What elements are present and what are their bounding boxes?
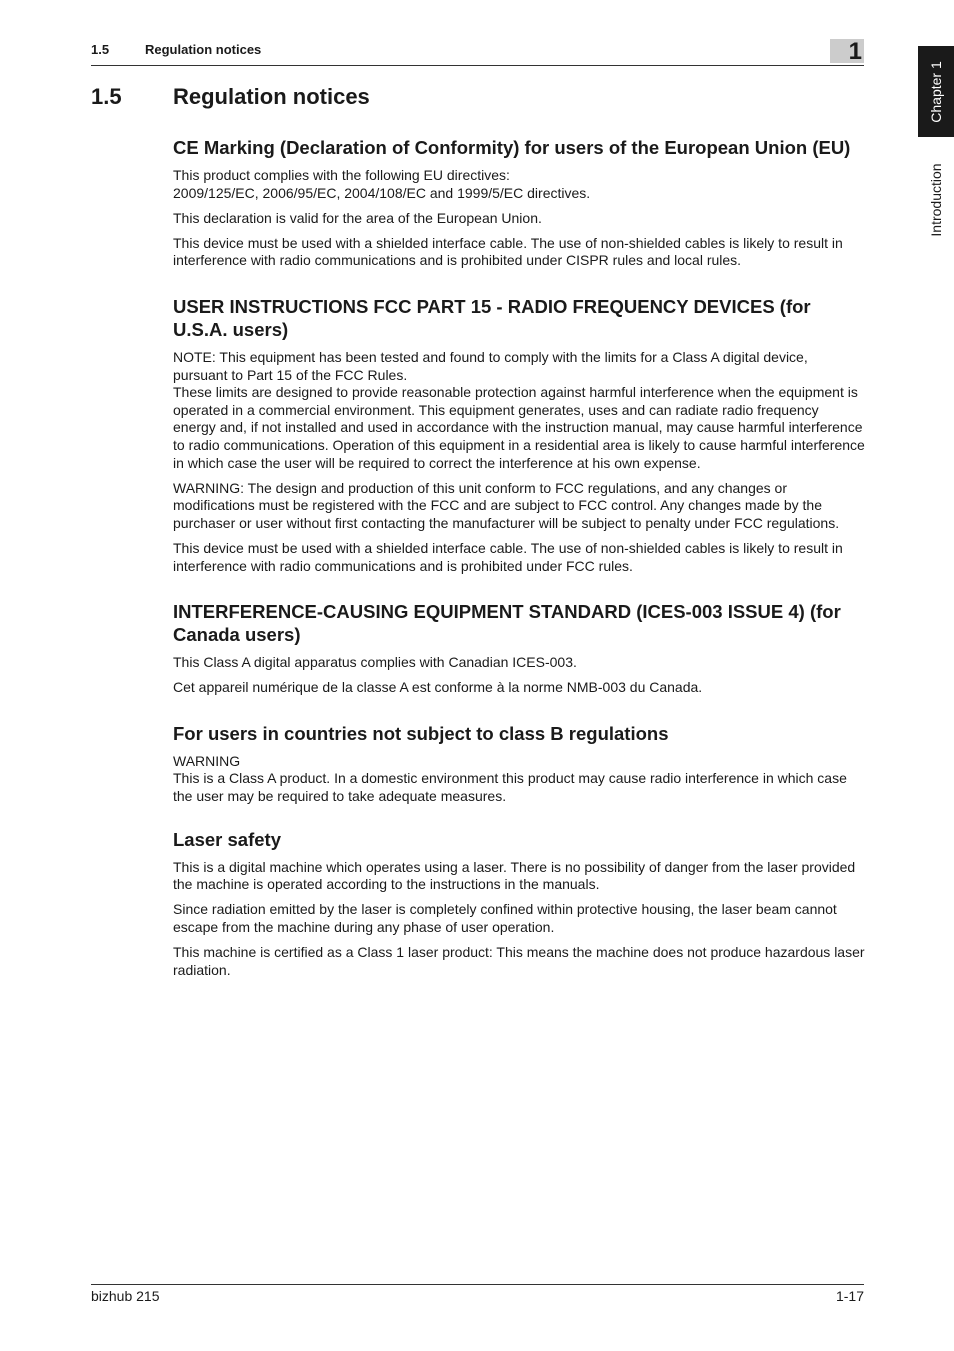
section-side-label-text: Introduction: [928, 163, 944, 237]
paragraph: This machine is certified as a Class 1 laser product: This means the machine does not produce hazardous laser radiation.: [173, 943, 865, 978]
paragraph: This device must be used with a shielded interface cable. The use of non-shielded cables is likely to result in interference with radio communications and is prohibited under CISPR rules and local rules.: [173, 234, 843, 269]
paragraph: WARNING: [173, 752, 241, 769]
section-title: For users in countries not subject to class B regulations: [173, 722, 669, 744]
section-title: Laser safety: [173, 828, 281, 850]
section-class-b: [173, 722, 865, 806]
paragraph: 2009/125/EC, 2006/95/EC, 2004/108/EC and 1999/5/EC directives.: [173, 184, 591, 201]
footer-page-number: 1-17: [835, 1288, 864, 1304]
section-title: CE Marking (Declaration of Conformity) for users of the European Union (EU): [173, 137, 851, 158]
footer-product: bizhub 215: [91, 1288, 160, 1304]
running-header: [91, 38, 864, 66]
paragraph: This is a Class A product. In a domestic environment this product may cause radio interference in which case the user may be required to take adequate measures.: [173, 770, 847, 804]
paragraph: This is a digital machine which operates using a laser. There is no possibility of danger from the laser provided the machine is operated according to the instructions in the manuals.: [173, 858, 856, 893]
content: [173, 136, 865, 1004]
page-heading-title: Regulation notices: [173, 84, 370, 109]
page-heading-number: 1.5: [91, 84, 122, 109]
section-ices: [173, 600, 865, 697]
chapter-side-tab-label: Chapter 1: [928, 60, 944, 123]
paragraph: This product complies with the following EU directives:: [173, 167, 510, 183]
page-heading: [91, 84, 370, 110]
paragraph: WARNING: The design and production of this unit conform to FCC regulations, and any changes or modifications must be registered with the FCC and are subject to FCC control. Any changes made by the purchaser or user without first contacting the manufacturer will be subject to penalty under FCC regulations.: [173, 479, 840, 531]
section-title: USER INSTRUCTIONS FCC PART 15 - RADIO FREQUENCY DEVICES (for U.S.A. users): [173, 295, 811, 340]
paragraph: These limits are designed to provide reasonable protection against harmful interference when the equipment is operated in a commercial environment. This equipment generates, uses and can radiate radio frequency energy and, if not installed and used in accordance with the instruction manual, may cause harmful interference to radio communications. Operation of this equipment in a residential area is likely to cause harmful interference in which case the user will be required to correct the interference at his own expense.: [173, 384, 865, 471]
page-footer: [91, 1284, 864, 1305]
running-header-title: Regulation notices: [145, 42, 262, 57]
section-laser-safety: [173, 828, 865, 980]
section-title: INTERFERENCE-CAUSING EQUIPMENT STANDARD (ICES-003 ISSUE 4) (for Canada users): [173, 601, 841, 646]
section-side-label: [918, 150, 954, 250]
paragraph: This Class A digital apparatus complies with Canadian ICES-003.: [173, 654, 577, 671]
paragraph: This declaration is valid for the area of the European Union.: [173, 209, 542, 226]
section-ce-marking: [173, 136, 865, 270]
chapter-number-badge: 1: [830, 39, 864, 63]
section-fcc: [173, 295, 865, 575]
paragraph: NOTE: This equipment has been tested and found to comply with the limits for a Class A digital device, pursuant to Part 15 of the FCC Rules.: [173, 348, 808, 383]
chapter-side-tab: [918, 46, 954, 137]
running-header-number: 1.5: [91, 42, 110, 57]
paragraph: This device must be used with a shielded interface cable. The use of non-shielded cables is likely to result in interference with radio communications and is prohibited under FCC rules.: [173, 539, 843, 574]
paragraph: Cet appareil numérique de la classe A est conforme à la norme NMB-003 du Canada.: [173, 679, 703, 696]
paragraph: Since radiation emitted by the laser is completely confined within protective housing, the laser beam cannot escape from the machine during any phase of user operation.: [173, 901, 837, 935]
